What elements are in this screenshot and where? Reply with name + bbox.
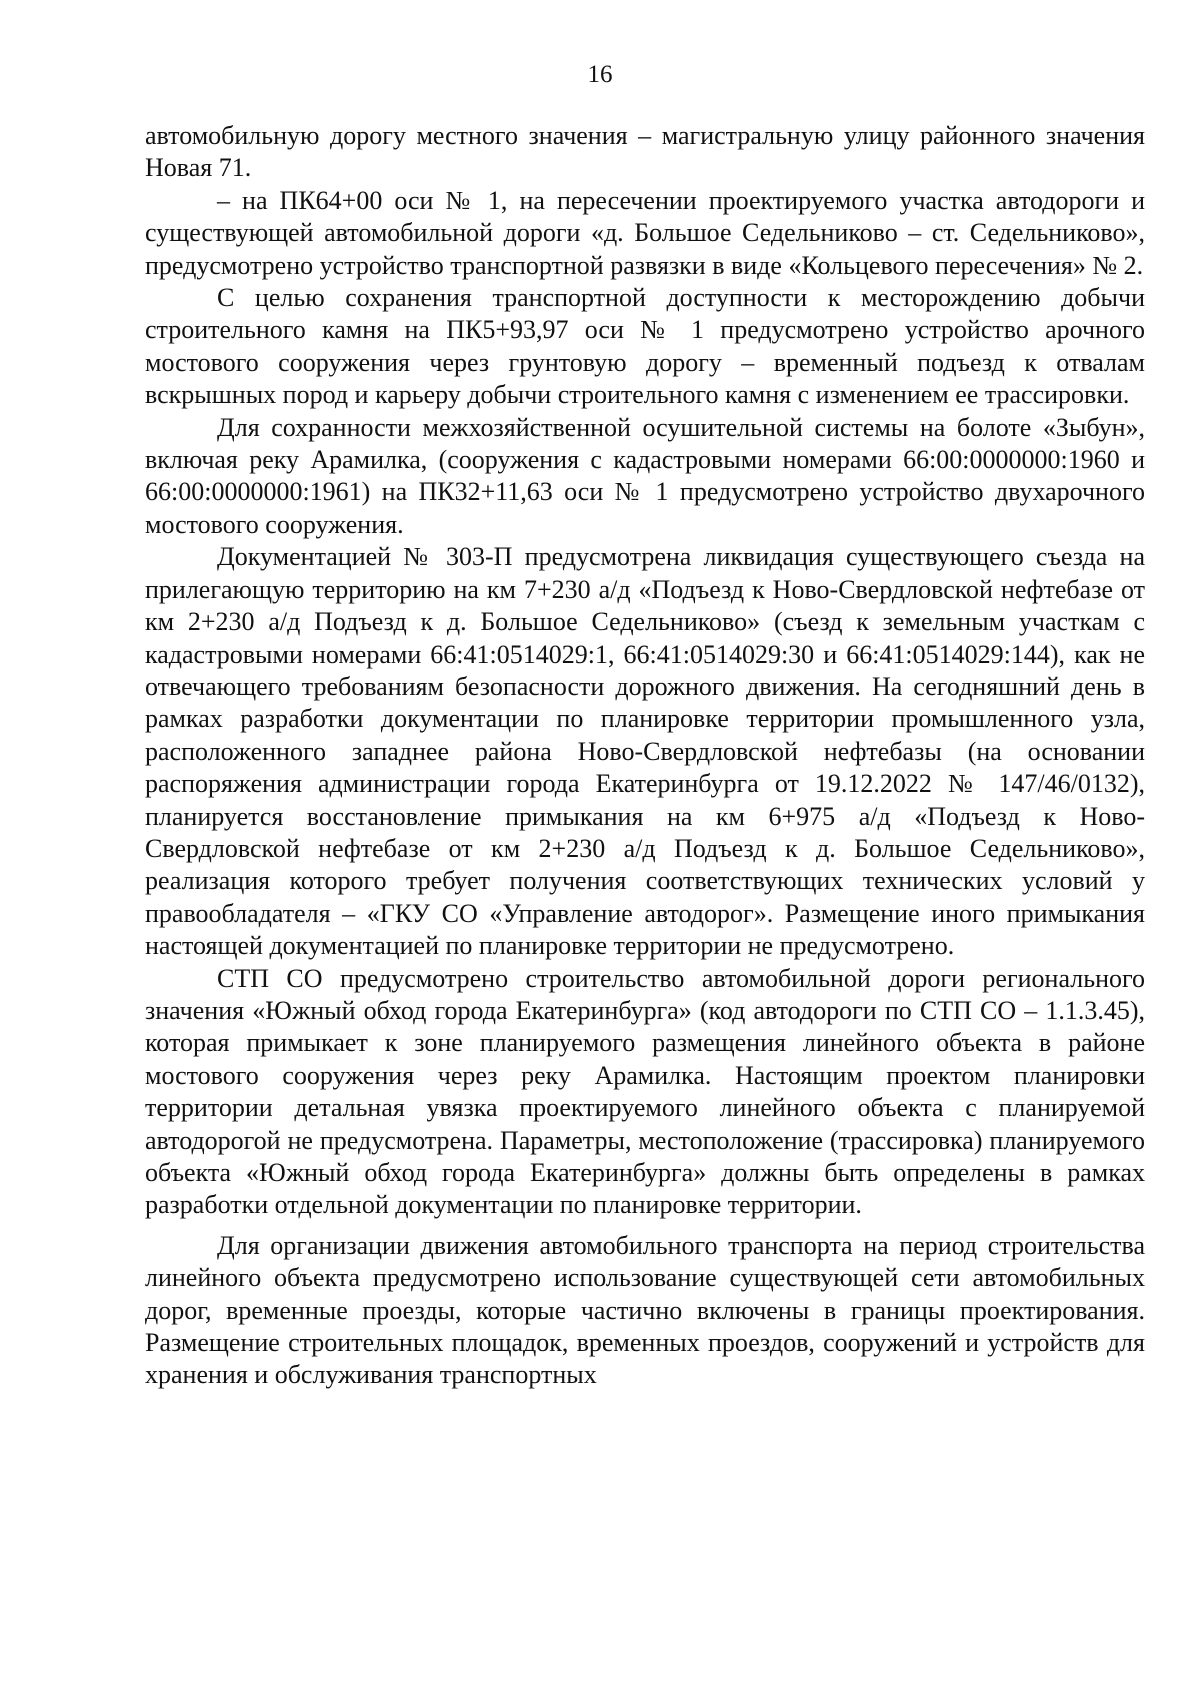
- paragraph-drainage-system: Для сохранности межхозяйственной осушительной системы на болоте «Зыбун», включая реку Арамилка, (сооружения с кадастровыми номерами 66:00:0000000:1960 и 66:00:0000000:1961) на ПК32+11,63 оси № 1 предусмотрено устройство двухарочного мостового сооружения.: [145, 412, 1145, 539]
- paragraph-arch-bridge: С целью сохранения транспортной доступности к месторождению добычи строительного камня на ПК5+93,97 оси № 1 предусмотрено устройство арочного мостового сооружения через грунтовую дорогу – временный подъезд к отвалам вскрышных пород и карьеру добычи строительного камня с изменением ее трассировки.: [145, 283, 1145, 410]
- paragraph-construction-traffic: Для организации движения автомобильного транспорта на период строительства линейного объекта предусмотрено использование существующей сети автомобильных дорог, временные проезды, которые частично включены в границы проектирования. Размещение строительных площадок, временных проездов, сооружений и устройств для хранения и обслуживания транспортных: [145, 1230, 1145, 1390]
- page-number: 16: [587, 61, 613, 88]
- paragraph-exit-liquidation: Документацией № 303-П предусмотрена ликвидация существующего съезда на прилегающую территорию на км 7+230 а/д «Подъезд к Ново-Свердловской нефтебазе от км 2+230 а/д Подъезд к д. Большое Седельниково» (съезд к земельным участкам с кадастровыми номерами 66:41:0514029:1, 66:41:0514029:30 и 66:41:0514029:144), как не отвечающего требованиям безопасности дорожного движения. На сегодняшний день в рамках разработки документации по планировке территории промышленного узла, расположенного западнее района Ново-Свердловской нефтебазы (на основании распоряжения администрации города Екатеринбурга от 19.12.2022 № 147/46/0132), планируется восстановление примыкания на км 6+975 а/д «Подъезд к Ново-Свердловской нефтебазе от км 2+230 а/д Подъезд к д. Большое Седельниково», реализация которого требует получения соответствующих технических условий у правообладателя – «ГКУ СО «Управление автодорог». Размещение иного примыкания настоящей документацией по планировке территории не предусмотрено.: [145, 542, 1145, 961]
- paragraph-southern-bypass: СТП СО предусмотрено строительство автомобильной дороги регионального значения «Южный обход города Екатеринбурга» (код автодороги по СТП СО – 1.1.3.45), которая примыкает к зоне планируемого размещения линейного объекта в районе мостового сооружения через реку Арамилка. Настоящим проектом планировки территории детальная увязка проектируемого линейного объекта с планируемой автодорогой не предусмотрена. Параметры, местоположение (трассировка) планируемого объекта «Южный обход города Екатеринбурга» должны быть определены в рамках разработки отдельной документации по планировке территории.: [145, 963, 1145, 1220]
- paragraph-continuation: автомобильную дорогу местного значения – магистральную улицу районного значения Новая 71.: [145, 121, 1145, 183]
- paragraph-roundabout-2: – на ПК64+00 оси № 1, на пересечении проектируемого участка автодороги и существующей автомобильной дороги «д. Большое Седельниково – ст. Седельниково», предусмотрено устройство транспортной развязки в виде «Кольцевого пересечения» № 2.: [145, 185, 1145, 280]
- document-body: [145, 120, 1145, 1392]
